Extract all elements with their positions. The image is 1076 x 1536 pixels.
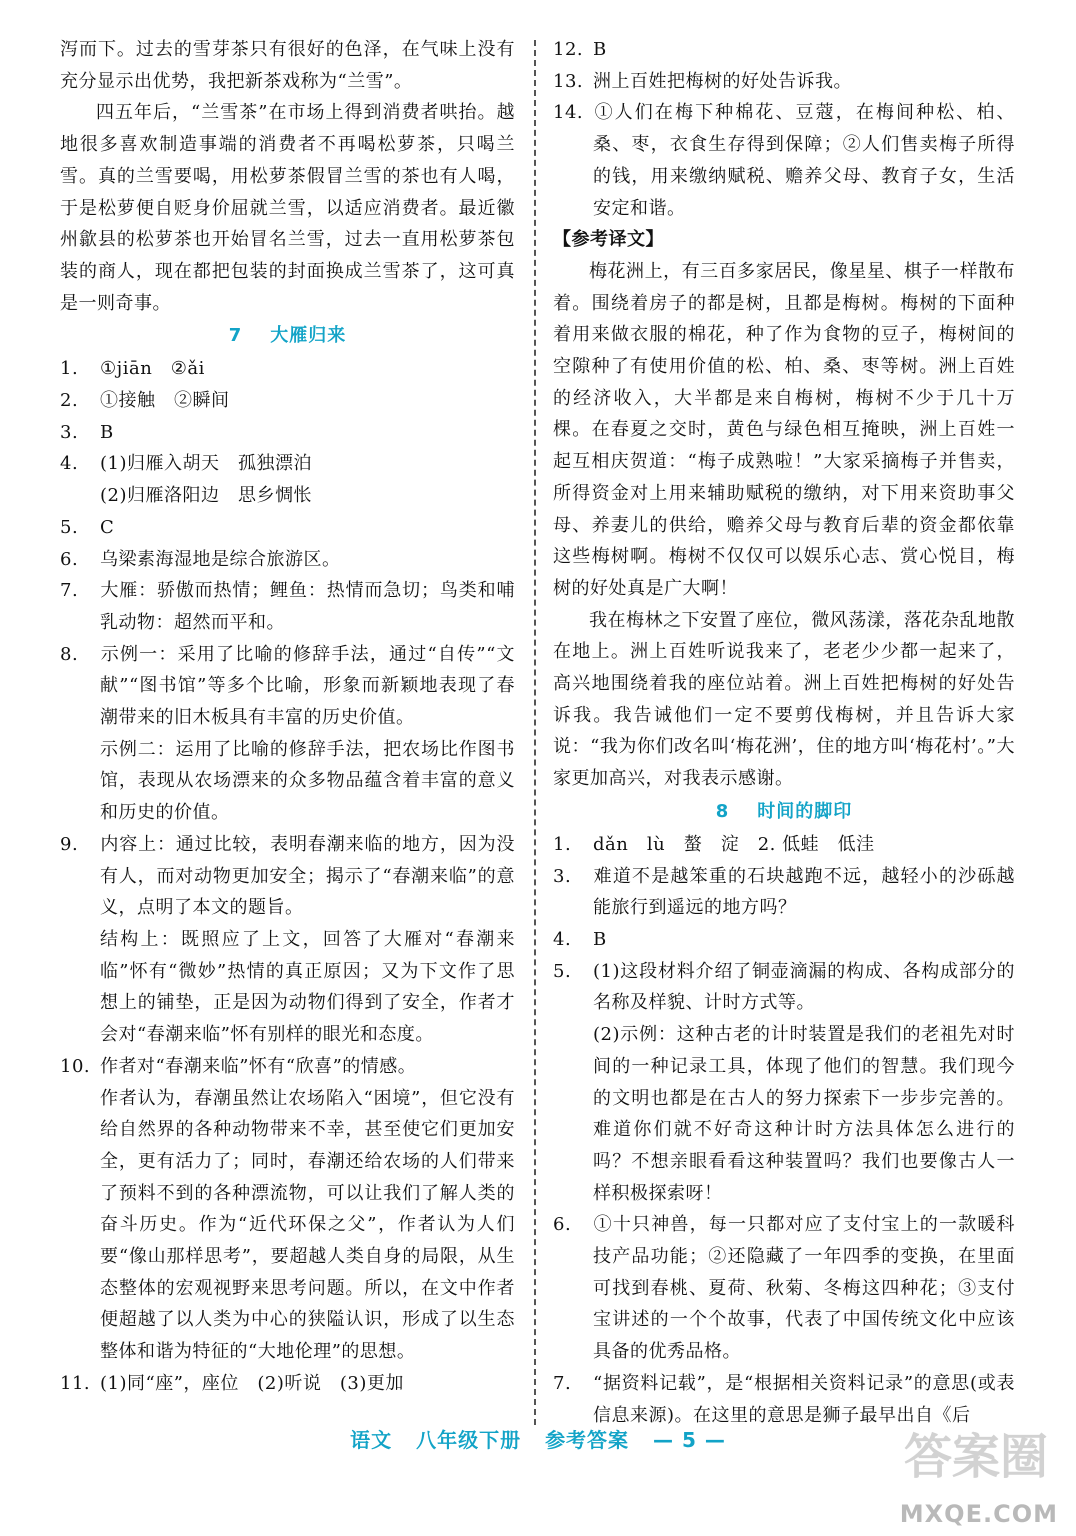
answer-line xyxy=(553,97,1015,224)
answer-line: 结构上：既照应了上文，回答了大雁对“春潮来临”怀有“微妙”热情的真正原因；又为下文作了思想上的铺垫，正是因为动物们得到了安全，作者才会对“春潮来临”怀有别样的眼光和态度。 xyxy=(100,928,515,1046)
answer-number: 6. xyxy=(60,548,79,570)
answer-text: ①十只神兽，每一只都对应了支付宝上的一款暖科技产品功能；②还隐藏了一年四季的变换，在里面可找到春桃、夏荷、秋菊、冬梅这四种花；③支付宝讲述的一个个故事，代表了中国传统文化中应该具备的优秀品格。 xyxy=(593,1214,1015,1363)
answer-line xyxy=(60,575,515,638)
answer-text: B xyxy=(593,39,607,60)
translation-paragraph-1: 梅花洲上，有三百多家居民，像星星、棋子一样散布着。围绕着房子的都是树，且都是梅树。梅树的下面种着用来做衣服的棉花，种了作为食物的豆子，梅树间的空隙种了有使用价值的松、柏、桑、枣等树。洲上百姓的经济收入，大半都是来自梅树，梅树不少于几十万棵。在春夏之交时，黄色与绿色相互掩映，洲上百姓一起互相庆贺道：“梅子成熟啦！”大家采摘梅子并售卖，所得资金对上用来辅助赋税的缴纳，对下用来资助事父母、养妻儿的供给，赡养父母与教育后辈的资金都依靠这些梅树啊。梅树不仅仅可以娱乐心志、赏心悦目，梅树的好处真是广大啊！ xyxy=(553,260,1015,599)
answer-item xyxy=(553,829,1015,861)
answer-line xyxy=(60,353,515,385)
watermark xyxy=(858,1418,1058,1528)
answer-item xyxy=(553,66,1015,98)
answer-number: 9. xyxy=(60,833,79,855)
answer-text: 乌梁素海湿地是综合旅游区。 xyxy=(100,548,341,570)
page-number: — 5 — xyxy=(653,1428,726,1452)
answer-item xyxy=(60,448,515,511)
answer-number: 1. xyxy=(60,358,79,380)
footer-kind: 参考答案 xyxy=(545,1428,630,1452)
answer-line: 示例二：运用了比喻的修辞手法，把农场比作图书馆，表现从农场漂来的众多物品蕴含着丰富的意义和历史的价值。 xyxy=(100,738,515,824)
section-title: 大雁归来 xyxy=(270,325,347,347)
answer-text: (1)归雁入胡天 孤独漂泊 xyxy=(100,453,312,475)
section-number: 8 xyxy=(715,800,730,822)
footer-subject: 语文 xyxy=(350,1428,393,1452)
answer-list-right-top xyxy=(553,34,1015,224)
answer-number: 11. xyxy=(60,1372,91,1394)
answer-item xyxy=(553,956,1015,1210)
answer-number: 12. xyxy=(553,39,584,60)
answer-line xyxy=(553,924,1015,956)
answer-number: 7. xyxy=(60,580,79,602)
answer-line xyxy=(60,639,515,734)
answer-text: 难道不是越笨重的石块越跑不远，越轻小的沙砾越能旅行到遥远的地方吗？ xyxy=(593,865,1015,919)
right-column xyxy=(553,34,1015,1431)
section-number: 7 xyxy=(228,325,243,347)
answer-line xyxy=(60,417,515,449)
answer-line xyxy=(553,861,1015,924)
answer-number: 3. xyxy=(60,421,79,443)
answer-text: (1)这段材料介绍了铜壶滴漏的构成、各构成部分的名称及样貌、计时方式等。 xyxy=(593,960,1015,1014)
answer-text: B xyxy=(100,421,114,443)
answer-line xyxy=(553,829,1015,861)
answer-item xyxy=(60,639,515,829)
answer-text: 内容上：通过比较，表明春潮来临的地方，因为没有人，而对动物更加安全；揭示了“春潮来临”的意义，点明了本文的题旨。 xyxy=(100,833,515,919)
answer-number: 10. xyxy=(60,1055,91,1077)
answer-line xyxy=(553,1209,1015,1368)
answer-line xyxy=(60,385,515,417)
watermark-site: MXQE.COM xyxy=(899,1500,1058,1528)
answer-text: ①jiān ②ǎi xyxy=(100,358,205,380)
answer-number: 1. xyxy=(553,833,572,855)
answer-text: ①接触 ②瞬间 xyxy=(100,390,230,412)
answer-number: 13. xyxy=(553,70,584,92)
answer-item xyxy=(60,575,515,638)
answer-text: ①人们在梅下种棉花、豆蔻，在梅间种松、柏、桑、枣，衣食生存得到保障；②人们售卖梅子所得的钱，用来缴纳赋税、赡养父母、教育子女，生活安定和谐。 xyxy=(593,102,1015,219)
answer-text: (1)同“座”，座位 (2)听说 (3)更加 xyxy=(100,1372,404,1394)
answer-item xyxy=(60,417,515,449)
answer-text: “据资料记载”，是“根据相关资料记录”的意思(或表信息来源)。在这里的意思是狮子最早出自《后 xyxy=(593,1372,1015,1426)
answer-item xyxy=(60,544,515,576)
section-heading-7 xyxy=(60,319,515,353)
watermark-logo: 答案圈 xyxy=(903,1429,1048,1485)
answer-number: 4. xyxy=(60,453,79,475)
answer-line: 作者认为，春潮虽然让农场陷入“困境”，但它没有给自然界的各种动物带来不幸，甚至使它们更加安全，更有活力了；同时，春潮还给农场的人们带来了预料不到的各种漂流物，可以让我们了解人类的奋斗历史。作为“近代环保之父”，作者认为人们要“像山那样思考”，要超越人类自身的局限，从生态整体的宏观视野来思考问题。所以，在文中作者便超越了以人类为中心的狭隘认识，形成了以生态整体和谐为特征的“大地伦理”的思想。 xyxy=(100,1087,515,1363)
translation-paragraph-2: 我在梅林之下安置了座位，微风荡漾，落花杂乱地散在地上。洲上百姓听说我来了，老老少少都一起来了，高兴地围绕着我的座位站着。洲上百姓把梅树的好处告诉我。我告诫他们一定不要剪伐梅树，并且告诉大家说：“我为你们改名叫‘梅花洲’，住的地方叫‘梅花村’。”大家更加高兴，对我表示感谢。 xyxy=(553,609,1015,790)
answer-number: 2. xyxy=(60,390,79,412)
answer-item xyxy=(553,34,1015,66)
answer-text: dǎn lù 螯 淀 2. 低蛙 低洼 xyxy=(593,833,875,855)
answer-number: 6. xyxy=(553,1214,572,1236)
answer-item xyxy=(553,97,1015,224)
answer-line xyxy=(60,829,515,924)
section-title: 时间的脚印 xyxy=(757,800,853,822)
answer-list-left xyxy=(60,353,515,1399)
answer-line xyxy=(60,1051,515,1083)
footer-grade: 八年级下册 xyxy=(416,1428,522,1452)
answer-text: 作者对“春潮来临”怀有“欣喜”的情感。 xyxy=(100,1055,417,1077)
section-heading-8 xyxy=(553,795,1015,829)
answer-text: C xyxy=(100,516,115,538)
answer-number: 5. xyxy=(60,516,79,538)
answer-line xyxy=(553,66,1015,98)
answer-item xyxy=(553,861,1015,924)
answer-number: 8. xyxy=(60,643,79,665)
answer-line xyxy=(553,956,1015,1019)
answer-list-right xyxy=(553,829,1015,1431)
left-column xyxy=(60,34,515,1400)
answer-number: 7. xyxy=(553,1372,572,1394)
answer-line xyxy=(60,1368,515,1400)
answer-item xyxy=(60,829,515,1051)
answer-number: 3. xyxy=(553,865,572,887)
intro-paragraph-1: 泻而下。过去的雪芽茶只有很好的色泽，在气味上没有充分显示出优势，我把新茶戏称为“兰雪”。 xyxy=(60,39,515,92)
answer-line: (2)示例：这种古老的计时装置是我们的老祖先对时间的一种记录工具，体现了他们的智慧。我们现今的文明也都是在古人的努力探索下一步步完善的。难道你们就不好奇这种计时方法具体怎么进行的吗？不想亲眼看看这种装置吗？我们也要像古人一样积极探索呀！ xyxy=(593,1024,1015,1204)
answer-item xyxy=(60,512,515,544)
reference-translation-label: 【参考译文】 xyxy=(553,229,664,251)
answer-line xyxy=(60,448,515,480)
answer-number: 14. xyxy=(553,102,584,124)
answer-item xyxy=(553,924,1015,956)
answer-number: 5. xyxy=(553,960,572,982)
answer-line: (2)归雁洛阳边 思乡惆怅 xyxy=(100,485,312,507)
intro-paragraph-2: 四五年后，“兰雪茶”在市场上得到消费者哄抬。越地很多喜欢制造事端的消费者不再喝松萝茶，只喝兰雪。真的兰雪要喝，用松萝茶假冒兰雪的茶也有人喝，于是松萝便自贬身价屈就兰雪，以适应消费者。最近徽州歙县的松萝茶也开始冒名兰雪，过去一直用松萝茶包装的商人，现在都把包装的封面换成兰雪茶了，这可真是一则奇事。 xyxy=(60,102,515,314)
answer-item xyxy=(60,353,515,385)
answer-number: 4. xyxy=(553,928,572,950)
answer-item xyxy=(553,1209,1015,1368)
answer-text: B xyxy=(593,928,607,950)
answer-line xyxy=(553,34,1015,66)
answer-text: 洲上百姓把梅树的好处告诉我。 xyxy=(593,70,852,92)
answer-text: 示例一：采用了比喻的修辞手法，通过“自传”“文献”“图书馆”等多个比喻，形象而新颖地表现了春潮带来的旧木板具有丰富的历史价值。 xyxy=(100,643,515,729)
answer-item xyxy=(60,1051,515,1368)
answer-line xyxy=(60,544,515,576)
answer-text: 大雁：骄傲而热情；鲤鱼：热情而急切；鸟类和哺乳动物：超然而平和。 xyxy=(100,580,515,633)
answer-item xyxy=(60,385,515,417)
answer-item xyxy=(60,1368,515,1400)
column-divider xyxy=(534,40,536,1425)
answer-line xyxy=(60,512,515,544)
